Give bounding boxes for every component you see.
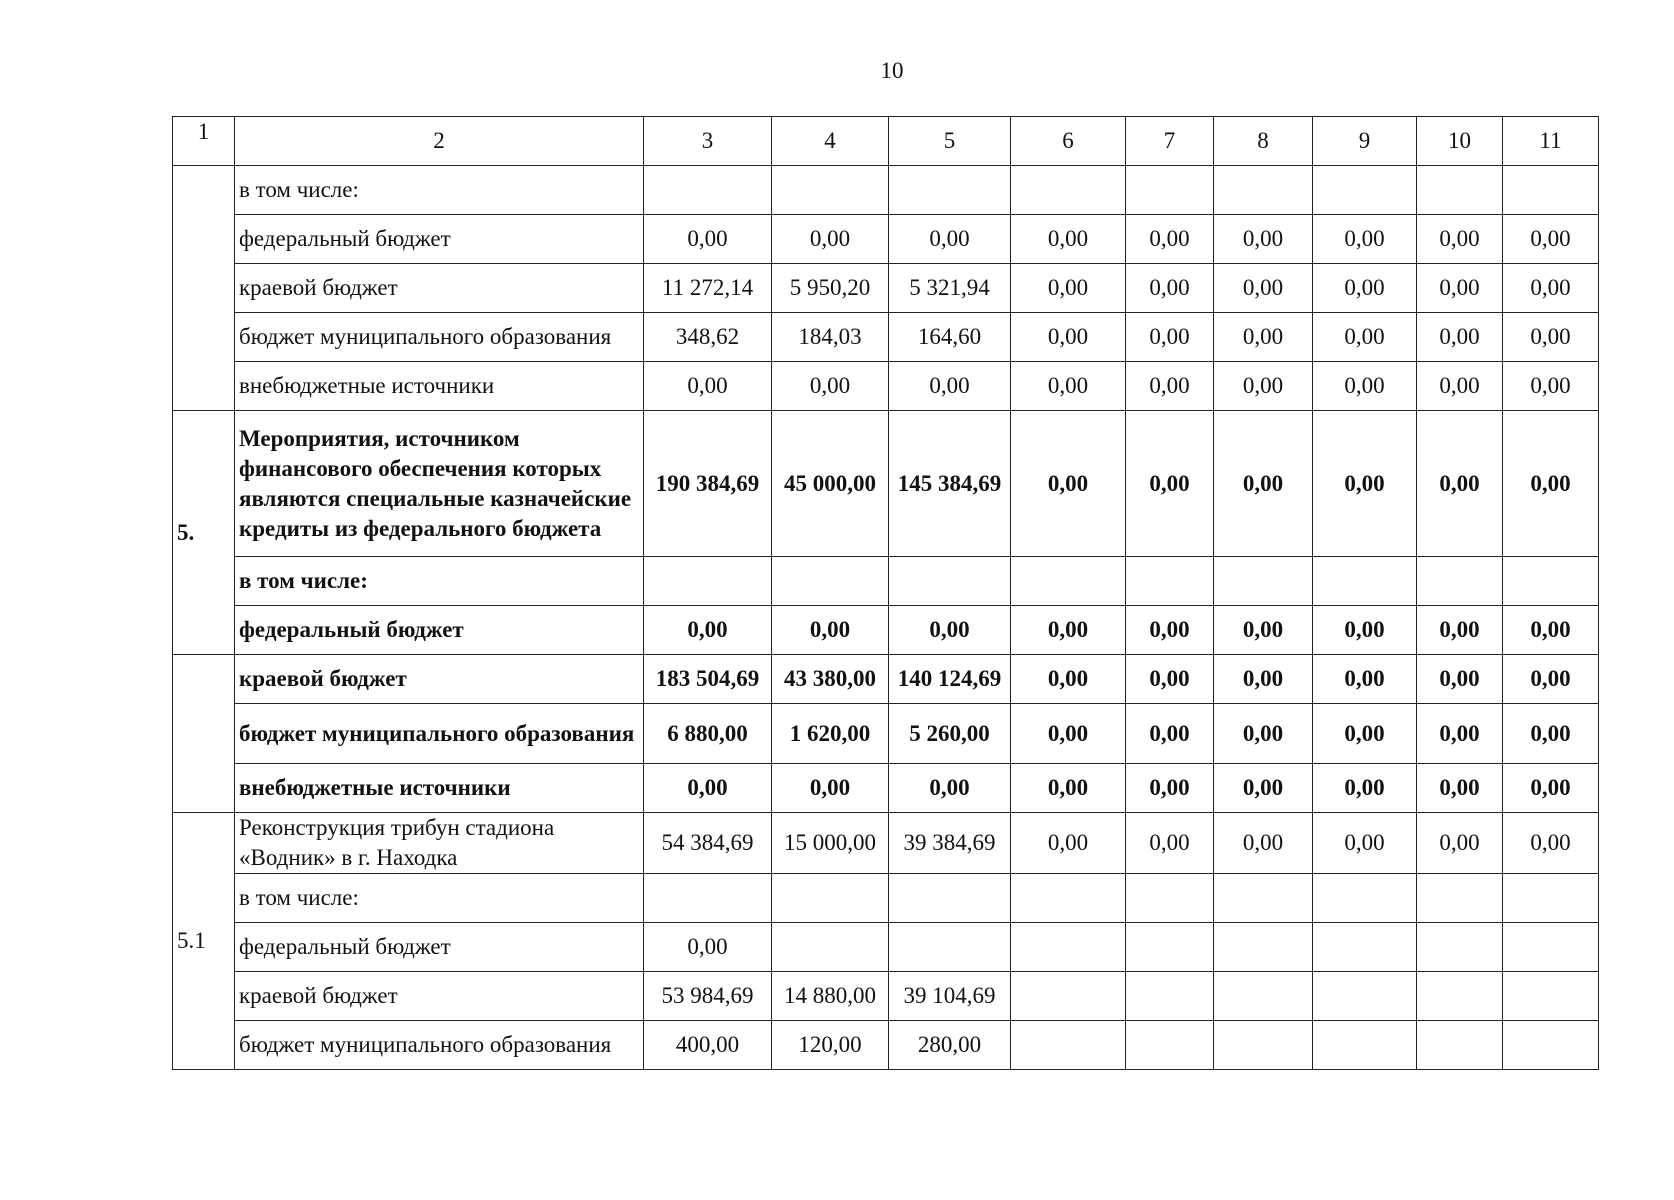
value-cell: 0,00 bbox=[644, 923, 772, 972]
value-cell: 0,00 bbox=[772, 215, 889, 264]
value-cell: 0,00 bbox=[1503, 655, 1599, 704]
table-row bbox=[173, 1021, 1599, 1070]
value-cell: 0,00 bbox=[1214, 606, 1313, 655]
value-cell: 11 272,14 bbox=[644, 264, 772, 313]
value-cell: 0,00 bbox=[1126, 411, 1214, 557]
value-cell: 0,00 bbox=[1313, 813, 1417, 874]
value-cell: 0,00 bbox=[772, 606, 889, 655]
table-row bbox=[173, 923, 1599, 972]
value-cell bbox=[889, 923, 1011, 972]
table-row bbox=[173, 215, 1599, 264]
value-cell: 0,00 bbox=[644, 362, 772, 411]
budget-table bbox=[172, 116, 1599, 1070]
value-cell: 0,00 bbox=[1417, 215, 1503, 264]
row-index-cell bbox=[173, 166, 235, 411]
value-cell: 0,00 bbox=[1011, 215, 1126, 264]
value-cell: 0,00 bbox=[1417, 606, 1503, 655]
value-cell: 0,00 bbox=[772, 764, 889, 813]
table-row bbox=[173, 313, 1599, 362]
value-cell: 0,00 bbox=[1011, 411, 1126, 557]
row-name-cell: федеральный бюджет bbox=[235, 923, 644, 972]
header-cell: 4 bbox=[772, 117, 889, 166]
value-cell bbox=[1313, 557, 1417, 606]
header-cell: 3 bbox=[644, 117, 772, 166]
value-cell: 5 321,94 bbox=[889, 264, 1011, 313]
value-cell bbox=[1417, 874, 1503, 923]
value-cell: 0,00 bbox=[1503, 813, 1599, 874]
value-cell bbox=[889, 557, 1011, 606]
table-row bbox=[173, 411, 1599, 557]
table-row bbox=[173, 704, 1599, 764]
value-cell: 190 384,69 bbox=[644, 411, 772, 557]
value-cell: 0,00 bbox=[1503, 411, 1599, 557]
value-cell: 0,00 bbox=[1313, 411, 1417, 557]
value-cell: 0,00 bbox=[1313, 215, 1417, 264]
value-cell: 0,00 bbox=[1011, 313, 1126, 362]
header-cell: 8 bbox=[1214, 117, 1313, 166]
value-cell: 0,00 bbox=[1313, 264, 1417, 313]
value-cell: 0,00 bbox=[1214, 704, 1313, 764]
row-name-cell: бюджет муниципального образования bbox=[235, 1021, 644, 1070]
value-cell bbox=[1503, 557, 1599, 606]
value-cell: 0,00 bbox=[1417, 704, 1503, 764]
header-cell: 9 bbox=[1313, 117, 1417, 166]
value-cell bbox=[772, 874, 889, 923]
row-name-cell: внебюджетные источники bbox=[235, 764, 644, 813]
row-name-cell: в том числе: bbox=[235, 557, 644, 606]
value-cell bbox=[1126, 166, 1214, 215]
value-cell: 45 000,00 bbox=[772, 411, 889, 557]
value-cell bbox=[1214, 1021, 1313, 1070]
value-cell: 0,00 bbox=[1313, 764, 1417, 813]
value-cell: 0,00 bbox=[1417, 264, 1503, 313]
value-cell bbox=[1011, 557, 1126, 606]
value-cell bbox=[1417, 557, 1503, 606]
value-cell: 0,00 bbox=[1126, 362, 1214, 411]
value-cell bbox=[1011, 923, 1126, 972]
value-cell bbox=[1126, 923, 1214, 972]
value-cell bbox=[1417, 923, 1503, 972]
value-cell bbox=[1214, 874, 1313, 923]
value-cell bbox=[772, 557, 889, 606]
table-row bbox=[173, 813, 1599, 874]
value-cell: 0,00 bbox=[1417, 813, 1503, 874]
table-row bbox=[173, 606, 1599, 655]
value-cell: 0,00 bbox=[1313, 362, 1417, 411]
value-cell: 14 880,00 bbox=[772, 972, 889, 1021]
header-cell: 7 bbox=[1126, 117, 1214, 166]
value-cell: 0,00 bbox=[1313, 606, 1417, 655]
row-name-cell: внебюджетные источники bbox=[235, 362, 644, 411]
value-cell bbox=[1214, 923, 1313, 972]
table-row bbox=[173, 362, 1599, 411]
table-row bbox=[173, 874, 1599, 923]
page-number: 10 bbox=[880, 58, 904, 83]
value-cell bbox=[1313, 1021, 1417, 1070]
header-cell: 2 bbox=[235, 117, 644, 166]
row-name-cell: федеральный бюджет bbox=[235, 606, 644, 655]
value-cell bbox=[1126, 1021, 1214, 1070]
value-cell: 120,00 bbox=[772, 1021, 889, 1070]
value-cell: 0,00 bbox=[772, 362, 889, 411]
value-cell bbox=[644, 557, 772, 606]
value-cell: 1 620,00 bbox=[772, 704, 889, 764]
value-cell: 0,00 bbox=[1011, 362, 1126, 411]
header-cell: 11 bbox=[1503, 117, 1599, 166]
value-cell: 0,00 bbox=[644, 606, 772, 655]
value-cell: 0,00 bbox=[1417, 411, 1503, 557]
value-cell: 0,00 bbox=[1214, 655, 1313, 704]
value-cell: 6 880,00 bbox=[644, 704, 772, 764]
budget-table-container bbox=[172, 116, 1599, 1070]
value-cell bbox=[644, 874, 772, 923]
value-cell bbox=[1126, 874, 1214, 923]
value-cell bbox=[1011, 874, 1126, 923]
value-cell: 0,00 bbox=[1126, 813, 1214, 874]
value-cell: 15 000,00 bbox=[772, 813, 889, 874]
value-cell: 0,00 bbox=[889, 764, 1011, 813]
value-cell: 0,00 bbox=[1011, 813, 1126, 874]
value-cell bbox=[1214, 972, 1313, 1021]
row-index-cell: 5. bbox=[173, 411, 235, 655]
value-cell bbox=[1503, 1021, 1599, 1070]
value-cell: 0,00 bbox=[1313, 704, 1417, 764]
value-cell bbox=[1126, 972, 1214, 1021]
value-cell: 164,60 bbox=[889, 313, 1011, 362]
value-cell bbox=[1313, 923, 1417, 972]
value-cell: 0,00 bbox=[1126, 215, 1214, 264]
value-cell: 140 124,69 bbox=[889, 655, 1011, 704]
value-cell bbox=[1503, 874, 1599, 923]
value-cell: 0,00 bbox=[1503, 313, 1599, 362]
value-cell: 39 104,69 bbox=[889, 972, 1011, 1021]
value-cell: 0,00 bbox=[1214, 362, 1313, 411]
value-cell: 0,00 bbox=[1313, 313, 1417, 362]
value-cell: 39 384,69 bbox=[889, 813, 1011, 874]
header-cell: 5 bbox=[889, 117, 1011, 166]
value-cell: 0,00 bbox=[1126, 606, 1214, 655]
value-cell: 54 384,69 bbox=[644, 813, 772, 874]
value-cell: 43 380,00 bbox=[772, 655, 889, 704]
value-cell: 0,00 bbox=[1011, 704, 1126, 764]
value-cell bbox=[1214, 166, 1313, 215]
value-cell: 0,00 bbox=[1214, 813, 1313, 874]
value-cell bbox=[1417, 1021, 1503, 1070]
value-cell bbox=[1011, 972, 1126, 1021]
value-cell: 5 260,00 bbox=[889, 704, 1011, 764]
row-name-cell: в том числе: bbox=[235, 874, 644, 923]
value-cell bbox=[644, 166, 772, 215]
table-row bbox=[173, 557, 1599, 606]
value-cell: 184,03 bbox=[772, 313, 889, 362]
value-cell bbox=[1011, 166, 1126, 215]
header-cell: 1 bbox=[173, 117, 235, 166]
row-name-cell: бюджет муниципального образования bbox=[235, 313, 644, 362]
value-cell: 0,00 bbox=[1126, 704, 1214, 764]
row-name-cell: Реконструкция трибун стадиона «Водник» в г. Находка bbox=[235, 813, 644, 874]
value-cell: 0,00 bbox=[1214, 264, 1313, 313]
value-cell: 0,00 bbox=[644, 215, 772, 264]
value-cell: 0,00 bbox=[1417, 313, 1503, 362]
value-cell: 0,00 bbox=[1313, 655, 1417, 704]
value-cell: 0,00 bbox=[1417, 362, 1503, 411]
row-index-cell bbox=[173, 655, 235, 813]
value-cell: 0,00 bbox=[1503, 764, 1599, 813]
value-cell: 0,00 bbox=[1011, 764, 1126, 813]
value-cell: 0,00 bbox=[889, 215, 1011, 264]
value-cell: 0,00 bbox=[1011, 606, 1126, 655]
value-cell: 348,62 bbox=[644, 313, 772, 362]
value-cell: 0,00 bbox=[1011, 264, 1126, 313]
value-cell: 0,00 bbox=[889, 362, 1011, 411]
value-cell bbox=[772, 923, 889, 972]
value-cell bbox=[1313, 874, 1417, 923]
row-name-cell: краевой бюджет bbox=[235, 972, 644, 1021]
table-row bbox=[173, 655, 1599, 704]
value-cell: 5 950,20 bbox=[772, 264, 889, 313]
value-cell: 183 504,69 bbox=[644, 655, 772, 704]
value-cell bbox=[1214, 557, 1313, 606]
table-row bbox=[173, 264, 1599, 313]
row-index-cell: 5.1 bbox=[173, 813, 235, 1070]
table-row bbox=[173, 764, 1599, 813]
value-cell bbox=[1417, 972, 1503, 1021]
row-name-cell: краевой бюджет bbox=[235, 655, 644, 704]
value-cell bbox=[1011, 1021, 1126, 1070]
value-cell: 0,00 bbox=[644, 764, 772, 813]
value-cell: 53 984,69 bbox=[644, 972, 772, 1021]
value-cell bbox=[1503, 972, 1599, 1021]
row-name-cell: федеральный бюджет bbox=[235, 215, 644, 264]
value-cell: 0,00 bbox=[1417, 764, 1503, 813]
value-cell: 145 384,69 bbox=[889, 411, 1011, 557]
header-cell: 10 bbox=[1417, 117, 1503, 166]
value-cell bbox=[1503, 923, 1599, 972]
table-row bbox=[173, 972, 1599, 1021]
value-cell: 0,00 bbox=[1503, 215, 1599, 264]
value-cell: 0,00 bbox=[1503, 264, 1599, 313]
value-cell: 400,00 bbox=[644, 1021, 772, 1070]
header-cell: 6 bbox=[1011, 117, 1126, 166]
value-cell: 0,00 bbox=[1126, 264, 1214, 313]
value-cell: 0,00 bbox=[1011, 655, 1126, 704]
row-name-cell: краевой бюджет bbox=[235, 264, 644, 313]
value-cell: 0,00 bbox=[1126, 764, 1214, 813]
value-cell: 0,00 bbox=[1126, 313, 1214, 362]
value-cell: 0,00 bbox=[1503, 362, 1599, 411]
value-cell bbox=[889, 166, 1011, 215]
value-cell bbox=[772, 166, 889, 215]
value-cell bbox=[1313, 972, 1417, 1021]
value-cell: 0,00 bbox=[1417, 655, 1503, 704]
value-cell bbox=[1503, 166, 1599, 215]
value-cell: 0,00 bbox=[1126, 655, 1214, 704]
value-cell: 0,00 bbox=[1503, 704, 1599, 764]
table-row bbox=[173, 166, 1599, 215]
table-header-row bbox=[173, 117, 1599, 166]
row-name-cell: в том числе: bbox=[235, 166, 644, 215]
value-cell bbox=[1126, 557, 1214, 606]
value-cell: 0,00 bbox=[1214, 313, 1313, 362]
value-cell: 0,00 bbox=[1214, 215, 1313, 264]
value-cell: 0,00 bbox=[889, 606, 1011, 655]
value-cell: 0,00 bbox=[1503, 606, 1599, 655]
value-cell bbox=[1313, 166, 1417, 215]
table-body bbox=[173, 166, 1599, 1070]
value-cell: 280,00 bbox=[889, 1021, 1011, 1070]
row-name-cell: Мероприятия, источником финансового обеспечения которых являются специальные казначейские кредиты из федерального бюджета bbox=[235, 411, 644, 557]
row-name-cell: бюджет муниципального образования bbox=[235, 704, 644, 764]
value-cell bbox=[889, 874, 1011, 923]
value-cell: 0,00 bbox=[1214, 764, 1313, 813]
value-cell bbox=[1417, 166, 1503, 215]
value-cell: 0,00 bbox=[1214, 411, 1313, 557]
